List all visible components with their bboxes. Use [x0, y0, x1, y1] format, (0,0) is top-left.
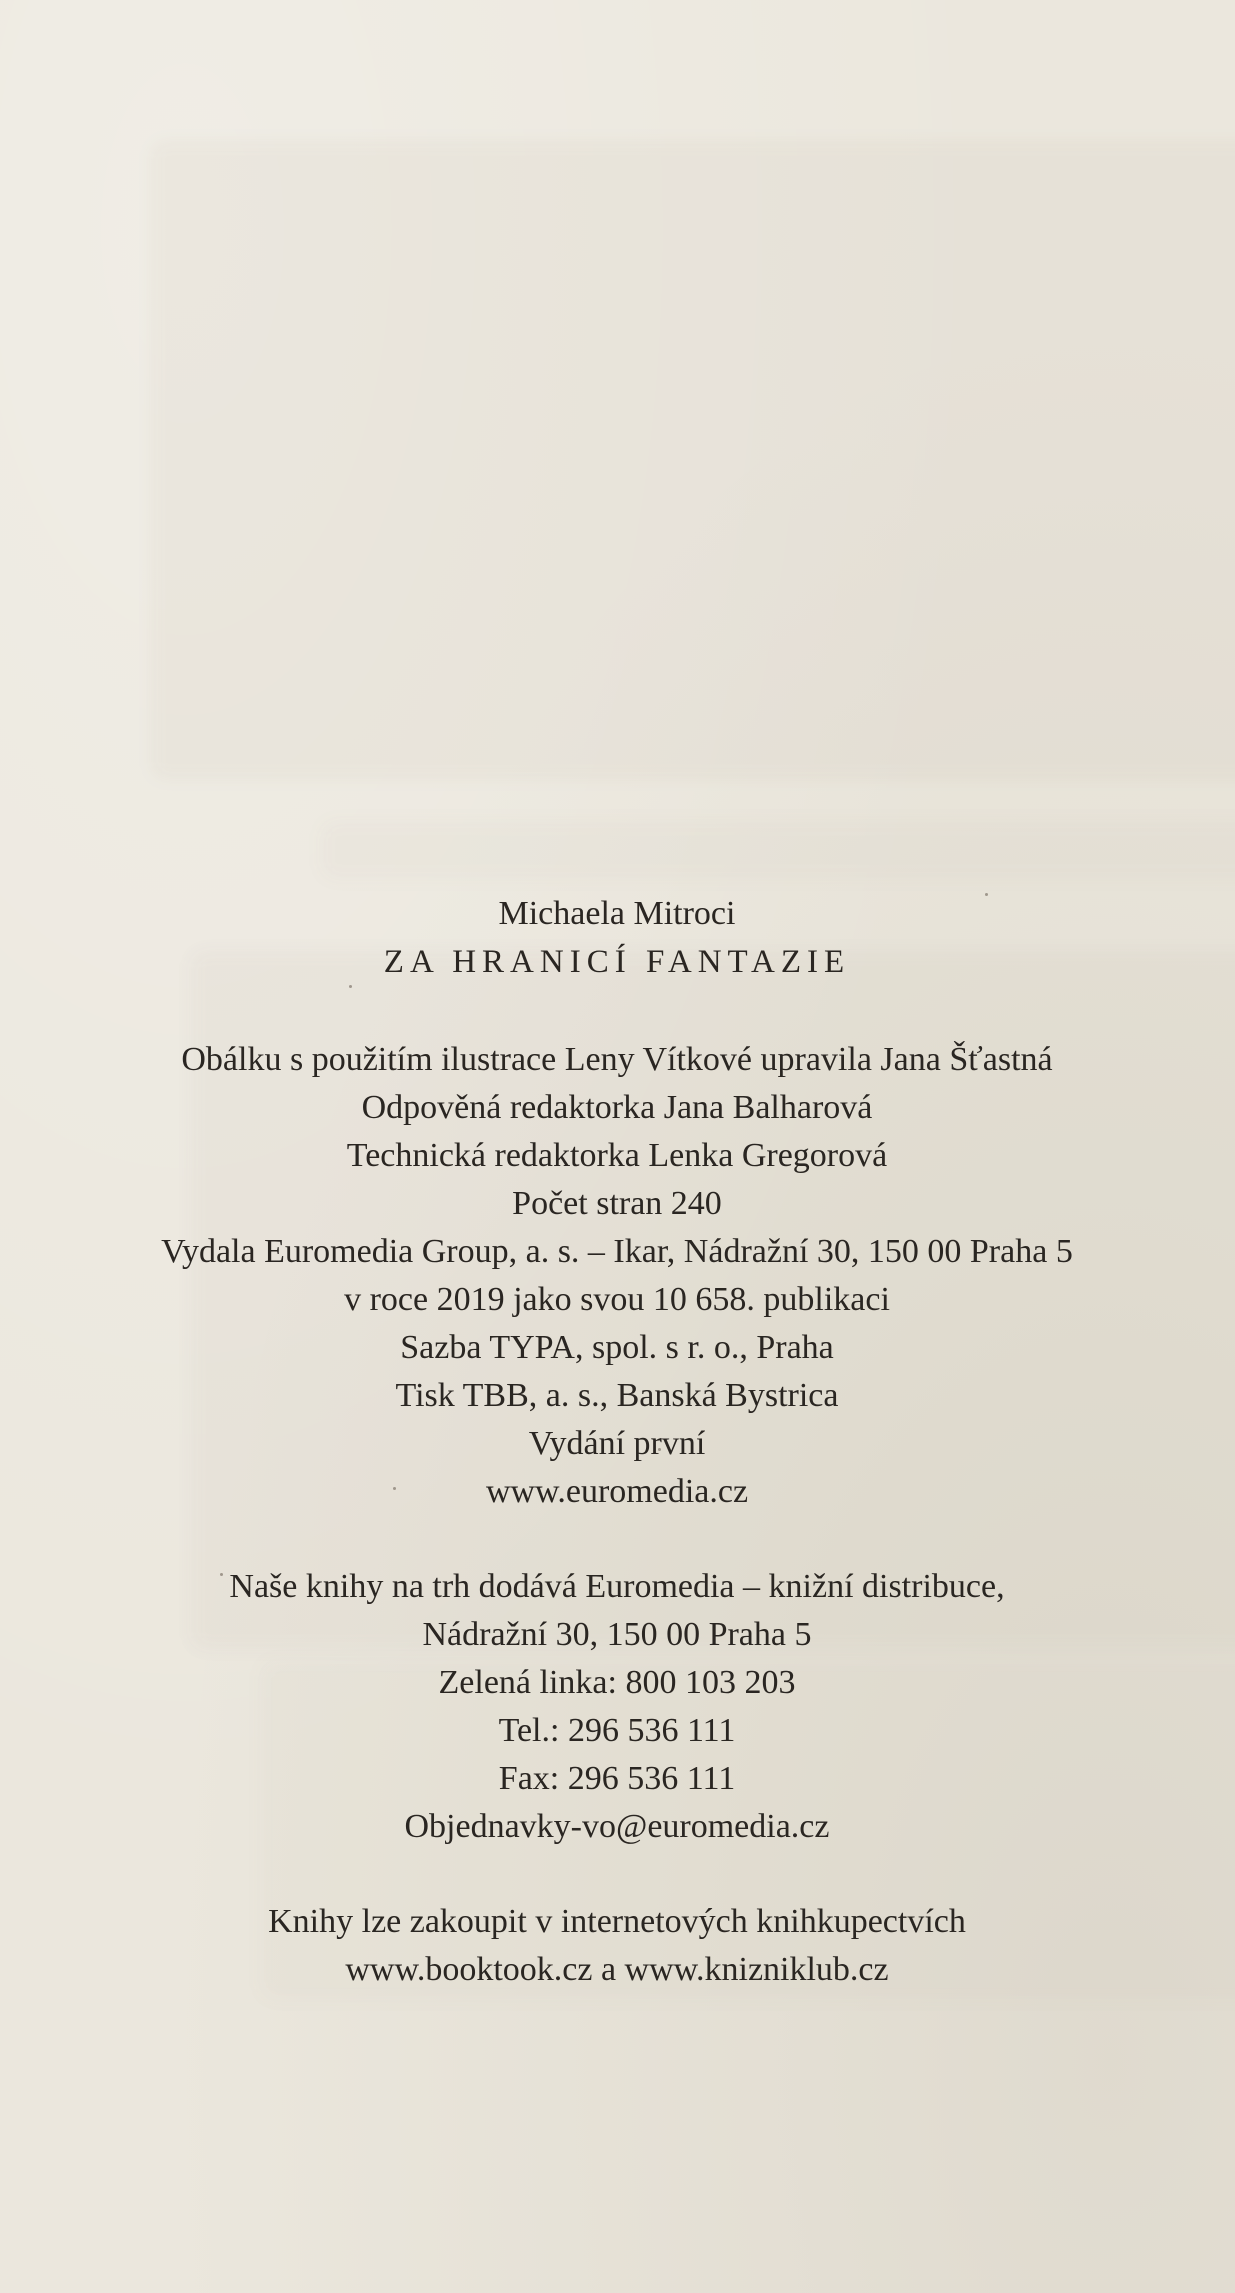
shops-list: [140, 1898, 1094, 1994]
distribution-line: Naše knihy na trh dodává Euromedia – knižní distribuce,: [229, 1568, 1005, 1605]
distribution-list: [140, 1563, 1094, 1851]
credit-editor: Odpověná redaktorka Jana Balharová: [361, 1089, 873, 1126]
credit-publisher: Vydala Euromedia Group, a. s. – Ikar, Nádražní 30, 150 00 Praha 5: [161, 1233, 1073, 1270]
distribution-phone: Tel.: 296 536 111: [498, 1712, 736, 1749]
shops-line: Knihy lze zakoupit v internetových knihkupectvích: [268, 1903, 966, 1940]
credit-year: v roce 2019 jako svou 10 658. publikaci: [344, 1281, 890, 1318]
imprint-block: [140, 890, 1094, 1994]
spacer: [140, 1516, 1094, 1563]
credit-cover: Obálku s použitím ilustrace Leny Vítkové upravila Jana Šťastná: [181, 1041, 1053, 1078]
credit-edition: Vydání první: [528, 1425, 706, 1462]
spacer: [140, 986, 1094, 1036]
spacer: [140, 1851, 1094, 1898]
distribution-email: Objednavky-vo@euromedia.cz: [404, 1808, 830, 1845]
show-through-texture: [320, 820, 1235, 880]
shops-websites: www.booktook.cz a www.knizniklub.cz: [345, 1951, 889, 1988]
credit-website: www.euromedia.cz: [485, 1473, 749, 1510]
distribution-fax: Fax: 296 536 111: [498, 1760, 736, 1797]
author-name: Michaela Mitroci: [498, 895, 736, 932]
distribution-address: Nádražní 30, 150 00 Praha 5: [422, 1616, 812, 1653]
show-through-texture: [150, 140, 1235, 780]
credit-page-count: Počet stran 240: [512, 1185, 722, 1222]
book-title: ZA HRANICÍ FANTAZIE: [383, 944, 851, 980]
distribution-hotline: Zelená linka: 800 103 203: [438, 1664, 796, 1701]
credit-technical-editor: Technická redaktorka Lenka Gregorová: [346, 1137, 888, 1174]
credit-printing: Tisk TBB, a. s., Banská Bystrica: [395, 1377, 839, 1414]
credit-typesetting: Sazba TYPA, spol. s r. o., Praha: [400, 1329, 834, 1366]
credits-list: [140, 1036, 1094, 1516]
